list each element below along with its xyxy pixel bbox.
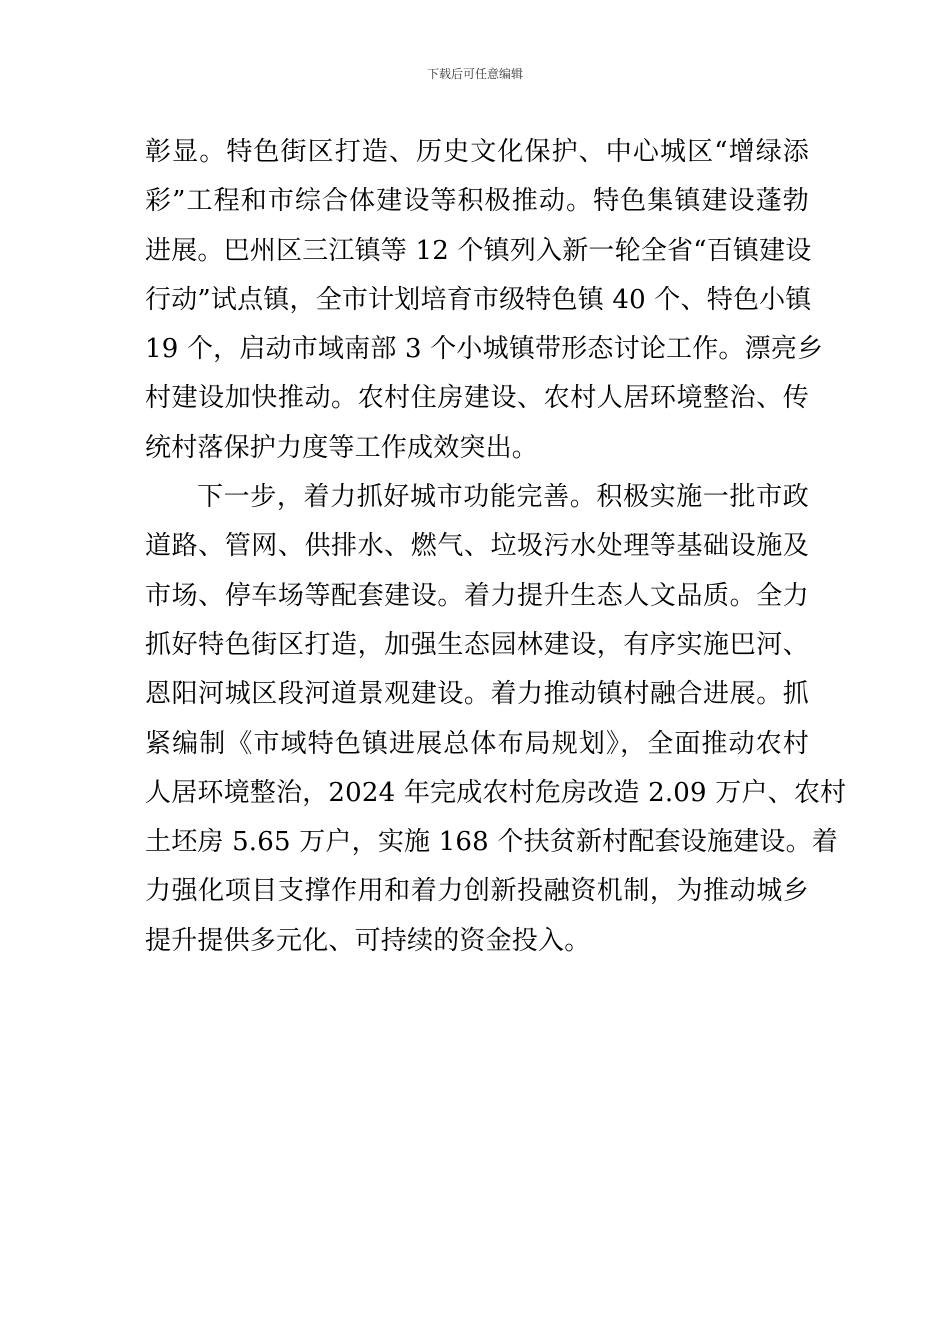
paragraph-line: 紧编制《市域特色镇进展总体布局规划》，全面推动农村 — [145, 728, 809, 759]
paragraph-line: 彰显。特色街区打造、历史文化保护、中心城区“增绿添 — [145, 137, 809, 167]
paragraph-line: 道路、管网、供排水、燃气、垃圾污水处理等基础设施及 — [145, 531, 809, 562]
paragraph-line: 进展。巴州区三江镇等 12 个镇列入新一轮全省“百镇建设 — [145, 235, 812, 266]
paragraph-line: 土坯房 5.65 万户，实施 168 个扶贫新村配套设施建设。着 — [145, 827, 838, 858]
paragraph-line: 彩”工程和市综合体建设等积极推动。特色集镇建设蓬勃 — [145, 186, 809, 217]
paragraph-line: 村建设加快推动。农村住房建设、农村人居环境整治、传 — [145, 383, 809, 414]
paragraph-line: 统村落保护力度等工作成效突出。 — [145, 432, 539, 463]
paragraph-2 — [145, 473, 847, 966]
paragraph-line: 抓好特色街区打造，加强生态园林建设，有序实施巴河、 — [145, 629, 809, 660]
paragraph-line: 下一步，着力抓好城市功能完善。积极实施一批市政 — [197, 482, 809, 513]
paragraph-line: 力强化项目支撑作用和着力创新投融资机制，为推动城乡 — [145, 876, 809, 907]
paragraph-line: 人居环境整治，2024 年完成农村危房改造 2.09 万户、农村 — [145, 777, 847, 808]
paragraph-line: 行动”试点镇，全市计划培育市级特色镇 40 个、特色小镇 — [145, 284, 812, 315]
page-header: 下载后可任意编辑 — [426, 67, 523, 81]
paragraph-line: 提升提供多元化、可持续的资金投入。 — [145, 925, 591, 956]
paragraph-line: 19 个，启动市域南部 3 个小城镇带形态讨论工作。漂亮乡 — [145, 334, 824, 365]
paragraph-line: 恩阳河城区段河道景观建设。着力推动镇村融合进展。抓 — [145, 679, 809, 710]
document-body — [145, 128, 847, 966]
paragraph-line: 市场、停车场等配套建设。着力提升生态人文品质。全力 — [145, 580, 809, 611]
paragraph-1 — [145, 128, 824, 473]
